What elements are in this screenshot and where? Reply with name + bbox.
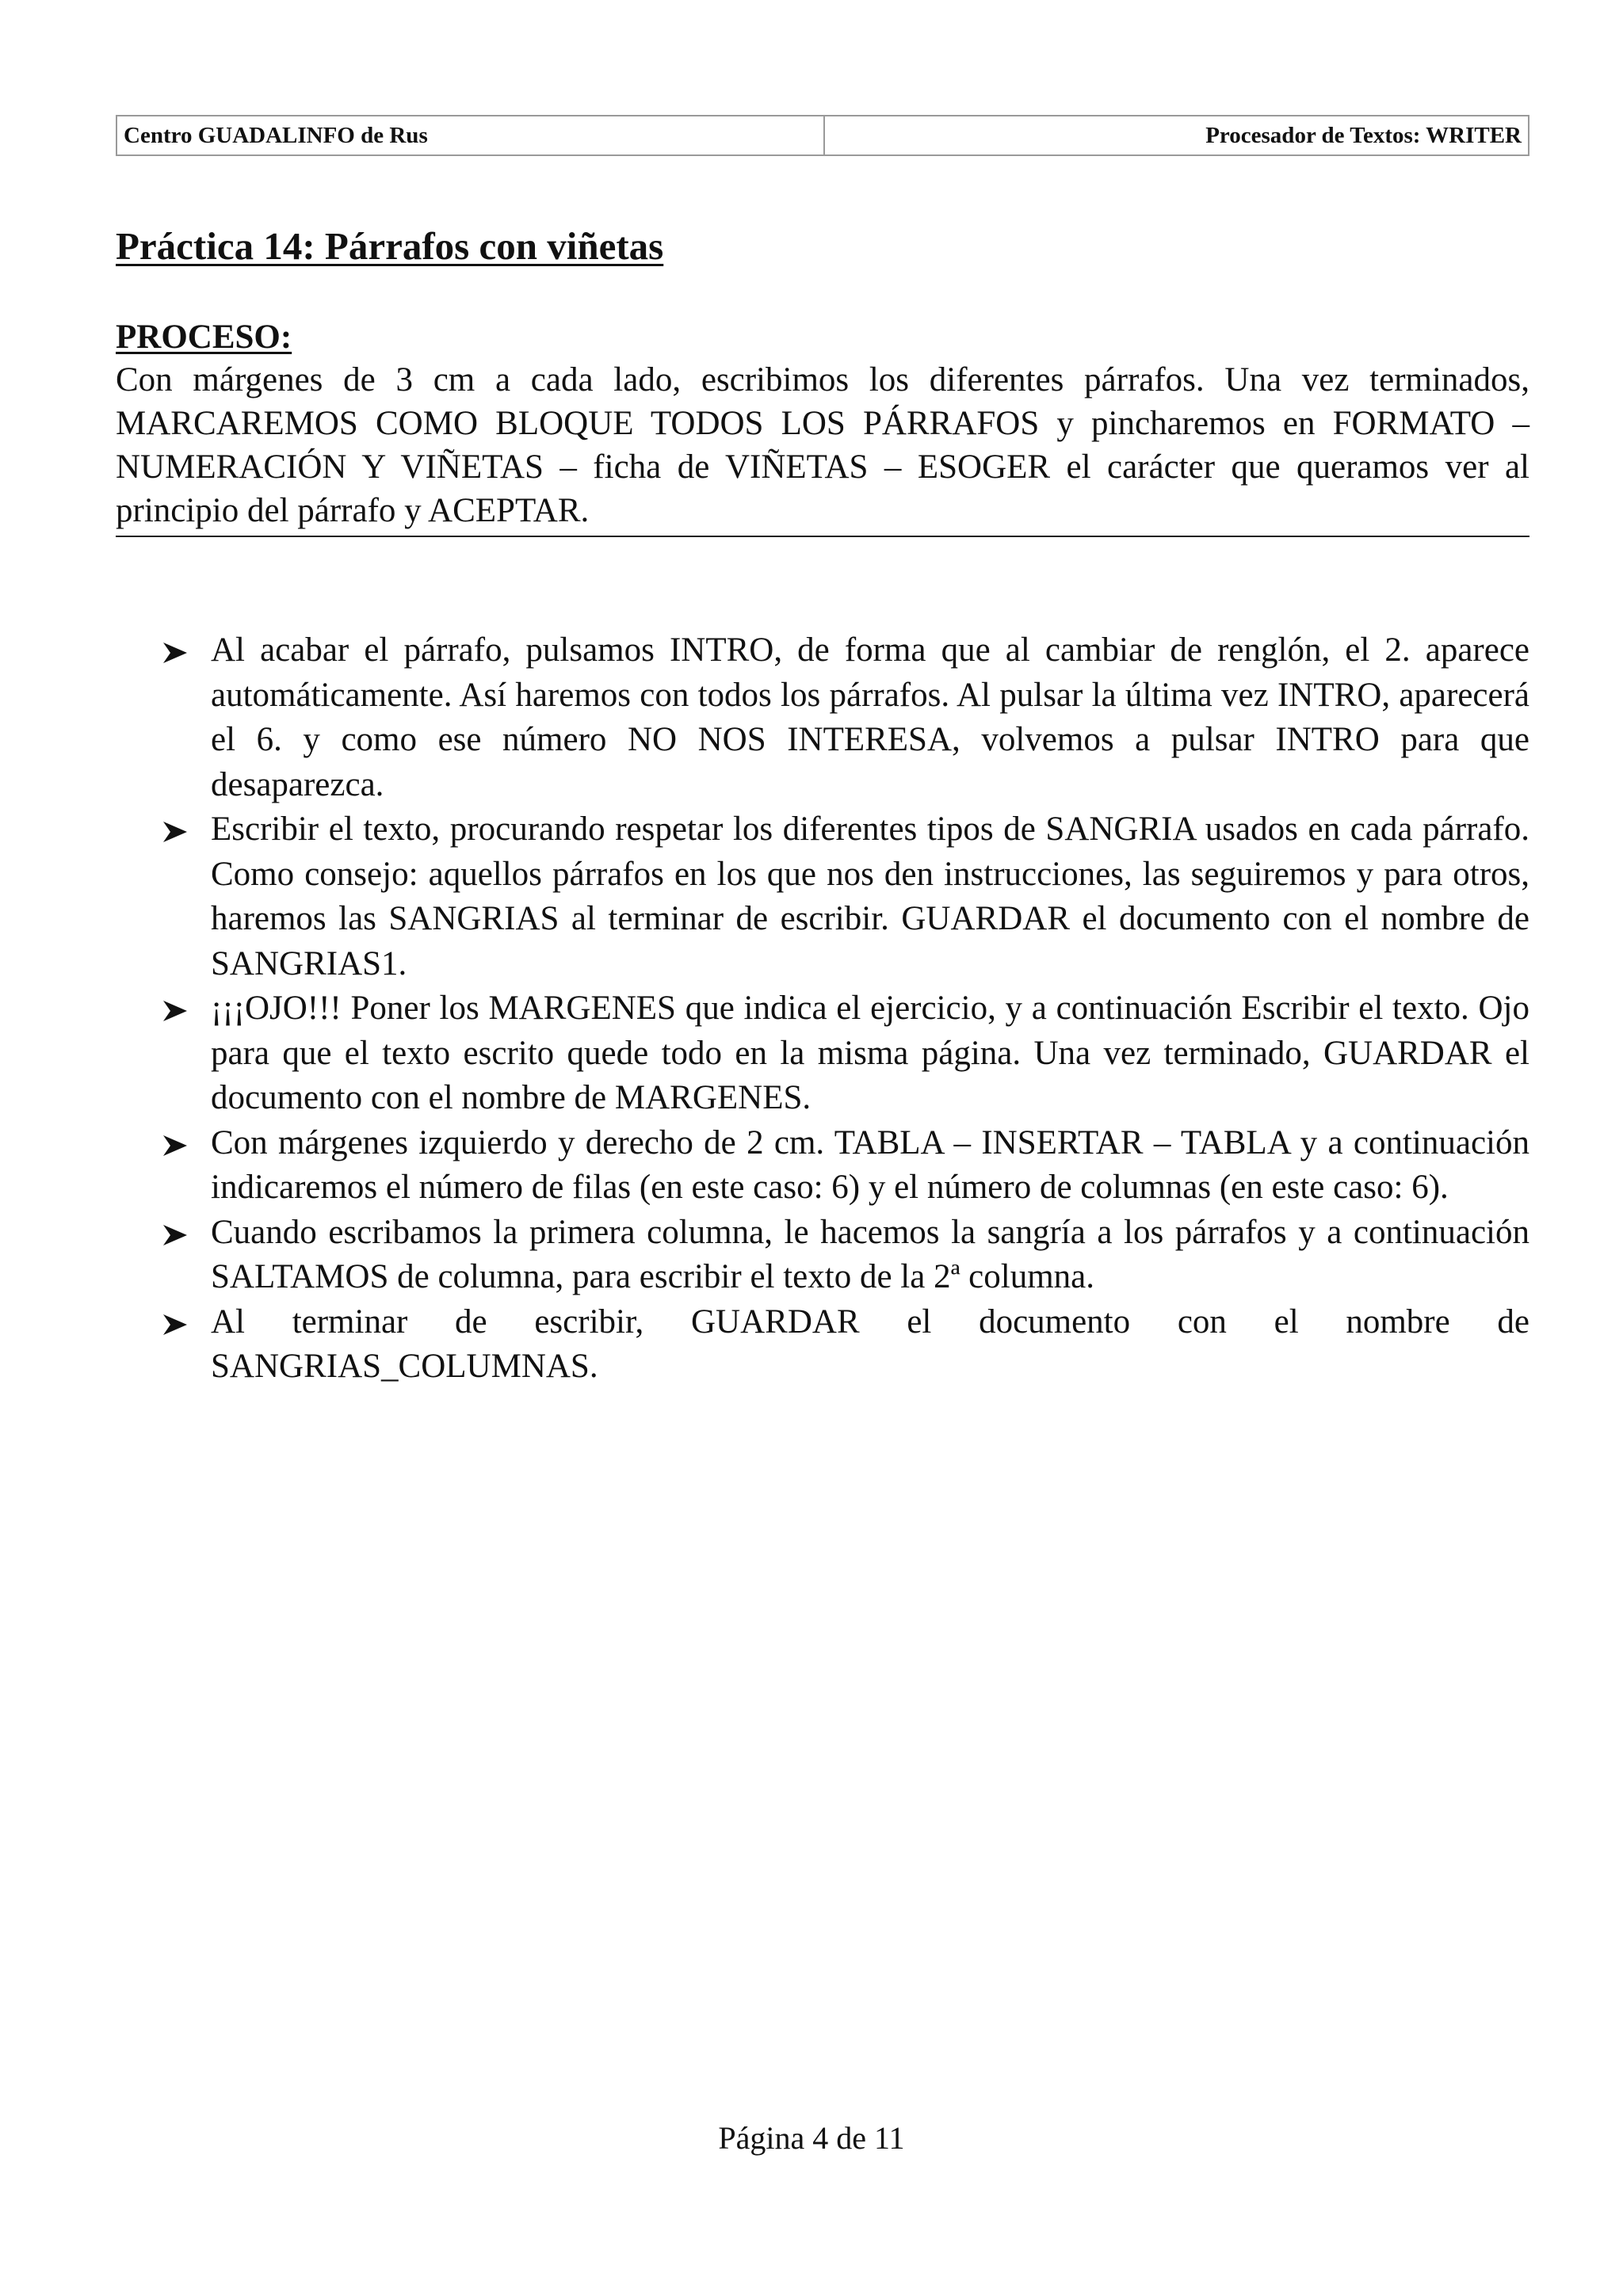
list-item (116, 1211, 1529, 1300)
arrowhead-bullet-icon (163, 1314, 187, 1335)
list-item-text: ¡¡¡OJO!!! Poner los MARGENES que indica el ejercicio, y a continuación Escribir el texto. Ojo para que el texto escrito quede todo en la misma página. Una vez terminado, GUARDAR el documento con el nombre de MARGENES. (211, 990, 1529, 1116)
list-item-text: Cuando escribamos la primera columna, le hacemos la sangría a los párrafos y a continuación SALTAMOS de columna, para escribir el texto de la 2ª columna. (211, 1213, 1529, 1295)
page-header (116, 115, 1529, 156)
list-item-text: Al terminar de escribir, GUARDAR el documento con el nombre de SANGRIAS_COLUMNAS. (211, 1302, 1529, 1385)
page-title: Práctica 14: Párrafos con viñetas (116, 224, 664, 268)
list-item-text: Escribir el texto, procurando respetar los diferentes tipos de SANGRIA usados en cada párrafo. Como consejo: aquellos párrafos en los que nos den instrucciones, las seguiremos y para otros, haremos las SANGRIAS al terminar de escribir. GUARDAR el documento con el nombre de SANGRIAS1. (211, 810, 1529, 982)
list-item (116, 807, 1529, 986)
arrowhead-bullet-icon (163, 643, 187, 663)
list-item-text: Al acabar el párrafo, pulsamos INTRO, de forma que al cambiar de renglón, el 2. aparece automáticamente. Así haremos con todos los párrafos. Al pulsar la última vez INTRO, aparecerá el 6. y como ese número NO NOS INTERESA, volvemos a pulsar INTRO para que desaparezca. (211, 631, 1529, 803)
arrowhead-bullet-icon (163, 1135, 187, 1156)
header-right-text: Procesador de Textos: WRITER (1205, 122, 1522, 148)
header-left-text: Centro GUADALINFO de Rus (117, 116, 825, 154)
list-item (116, 1121, 1529, 1211)
list-item (116, 1300, 1529, 1390)
list-item (116, 628, 1529, 807)
list-item (116, 986, 1529, 1121)
arrowhead-bullet-icon (163, 822, 187, 842)
arrowhead-bullet-icon (163, 1225, 187, 1245)
page-footer: Página 4 de 11 (718, 2120, 905, 2156)
list-item-text: Con márgenes izquierdo y derecho de 2 cm. TABLA – INSERTAR – TABLA y a continuación indicaremos el número de filas (en este caso: 6) y el número de columnas (en este caso: 6). (211, 1123, 1529, 1206)
process-text: Con márgenes de 3 cm a cada lado, escribimos los diferentes párrafos. Una vez terminados, MARCAREMOS COMO BLOQUE TODOS LOS PÁRRAFOS y pincharemos en FORMATO – NUMERACIÓN Y VIÑETAS – ficha de VIÑETAS – ESOGER el carácter que queramos ver al principio del párrafo y ACEPTAR. (116, 361, 1529, 529)
process-section (116, 317, 1529, 537)
arrowhead-bullet-icon (163, 1001, 187, 1021)
bullet-list (116, 628, 1529, 1390)
process-label: PROCESO: (116, 318, 292, 356)
